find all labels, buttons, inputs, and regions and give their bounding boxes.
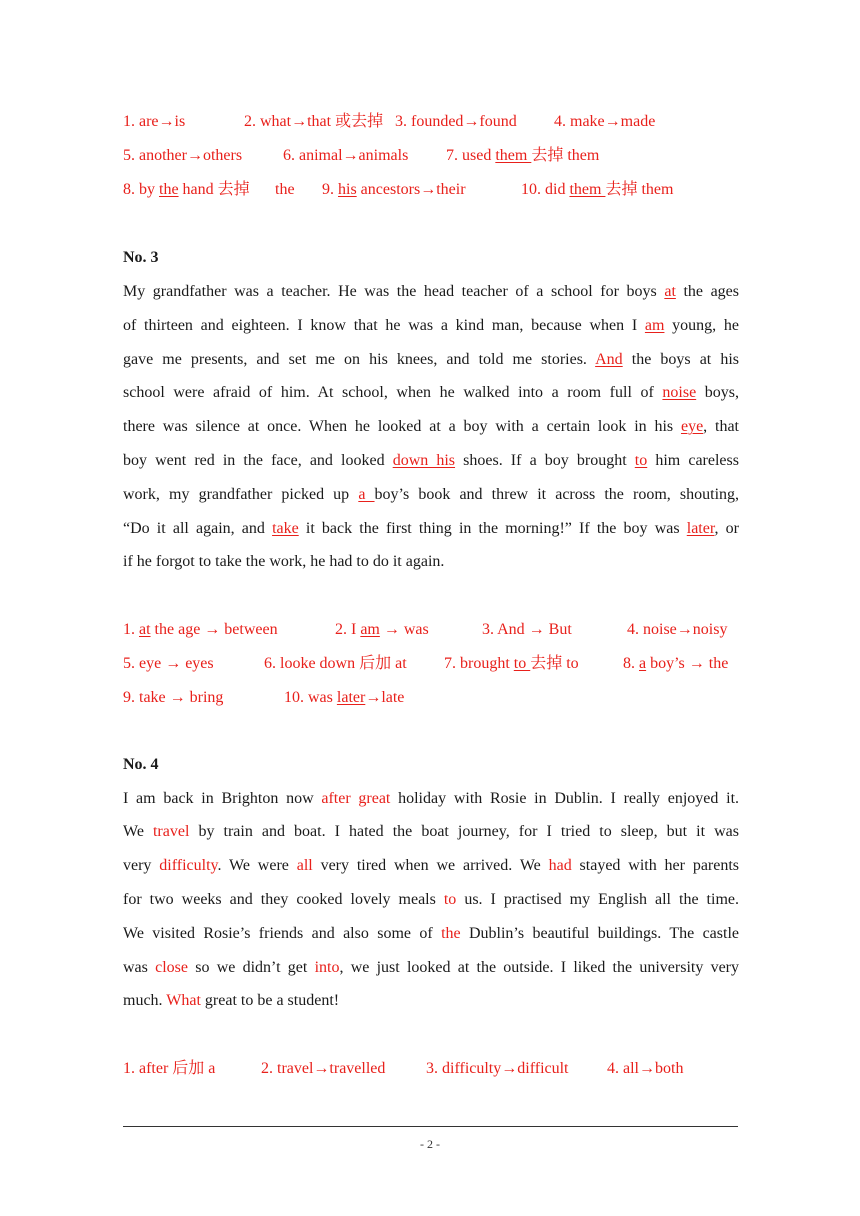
answer-item: 1. after 后加 a	[123, 1060, 216, 1077]
answer-item: 5. another→others	[123, 147, 243, 164]
passage-line: I am back in Brighton now after great holiday with Rosie in Dublin. I really enjoyed it.	[123, 790, 740, 807]
passage-line: work, my grandfather picked up a boy’s book and threw it across the room, shouting,	[123, 486, 740, 503]
answer-item: 3. founded→found	[395, 113, 517, 130]
section-heading: No. 3	[123, 249, 159, 266]
passage-line: gave me presents, and set me on his knees, and told me stories. And the boys at his	[123, 351, 739, 368]
answer-item: 9. his ancestors→their	[322, 181, 466, 198]
passage-line: of thirteen and eighteen. I know that he was a kind man, because when I am young, he	[123, 317, 739, 334]
answer-item: 2. travel→travelled	[261, 1060, 386, 1077]
section-heading: No. 4	[123, 756, 159, 773]
answer-item: 3. difficulty→difficult	[426, 1060, 569, 1077]
answer-item: 3. And → But	[482, 621, 572, 638]
passage-line: was close so we didn’t get into, we just looked at the outside. I liked the university very	[123, 959, 740, 976]
answer-item: 2. what→that 或去掉	[244, 113, 384, 130]
answer-item: 8. a boy’s → the	[623, 655, 729, 672]
page-number: - 2 -	[420, 1137, 440, 1151]
answer-item: 4. noise→noisy	[627, 621, 728, 638]
answer-item: 4. make→made	[554, 113, 656, 130]
passage-line: My grandfather was a teacher. He was the head teacher of a school for boys at the ages	[123, 283, 740, 300]
passage-line: there was silence at once. When he looked at a boy with a certain look in his eye, that	[123, 418, 739, 435]
passage-line: We travel by train and boat. I hated the boat journey, for I tried to sleep, but it was	[123, 823, 740, 840]
answer-item: 7. used them 去掉 them	[446, 147, 600, 164]
passage-line: much. What great to be a student!	[123, 992, 340, 1009]
passage-line: We visited Rosie’s friends and also some of the Dublin’s beautiful buildings. The castle	[123, 925, 740, 942]
passage-line: if he forgot to take the work, he had to do it again.	[123, 553, 445, 570]
answer-item: 1. at the age → between	[123, 621, 278, 638]
answer-item: 5. eye → eyes	[123, 655, 214, 672]
answer-item: 4. all→both	[607, 1060, 684, 1077]
answer-item: 10. was later→late	[284, 689, 405, 706]
answer-item: 6. looke down 后加 at	[264, 655, 407, 672]
answer-item: 2. I am → was	[335, 621, 429, 638]
answer-item: 1. are→is	[123, 113, 186, 130]
passage-line: very difficulty. We were all very tired when we arrived. We had stayed with her parents	[123, 857, 740, 874]
footer-divider	[123, 1126, 738, 1127]
answer-item: 10. did them 去掉 them	[521, 181, 674, 198]
passage-line: “Do it all again, and take it back the first thing in the morning!” If the boy was later, or	[123, 520, 740, 537]
answer-item: 6. animal→animals	[283, 147, 409, 164]
passage-line: school were afraid of him. At school, when he walked into a room full of noise boys,	[123, 384, 740, 401]
passage-line: for two weeks and they cooked lovely meals to us. I practised my English all the time.	[123, 891, 739, 908]
answer-item: 7. brought to 去掉 to	[444, 655, 579, 672]
answer-item: 9. take → bring	[123, 689, 224, 706]
answer-item: 8. by the hand 去掉	[123, 181, 250, 198]
passage-line: boy went red in the face, and looked down his shoes. If a boy brought to him careless	[123, 452, 739, 469]
answer-item: the	[275, 181, 295, 198]
